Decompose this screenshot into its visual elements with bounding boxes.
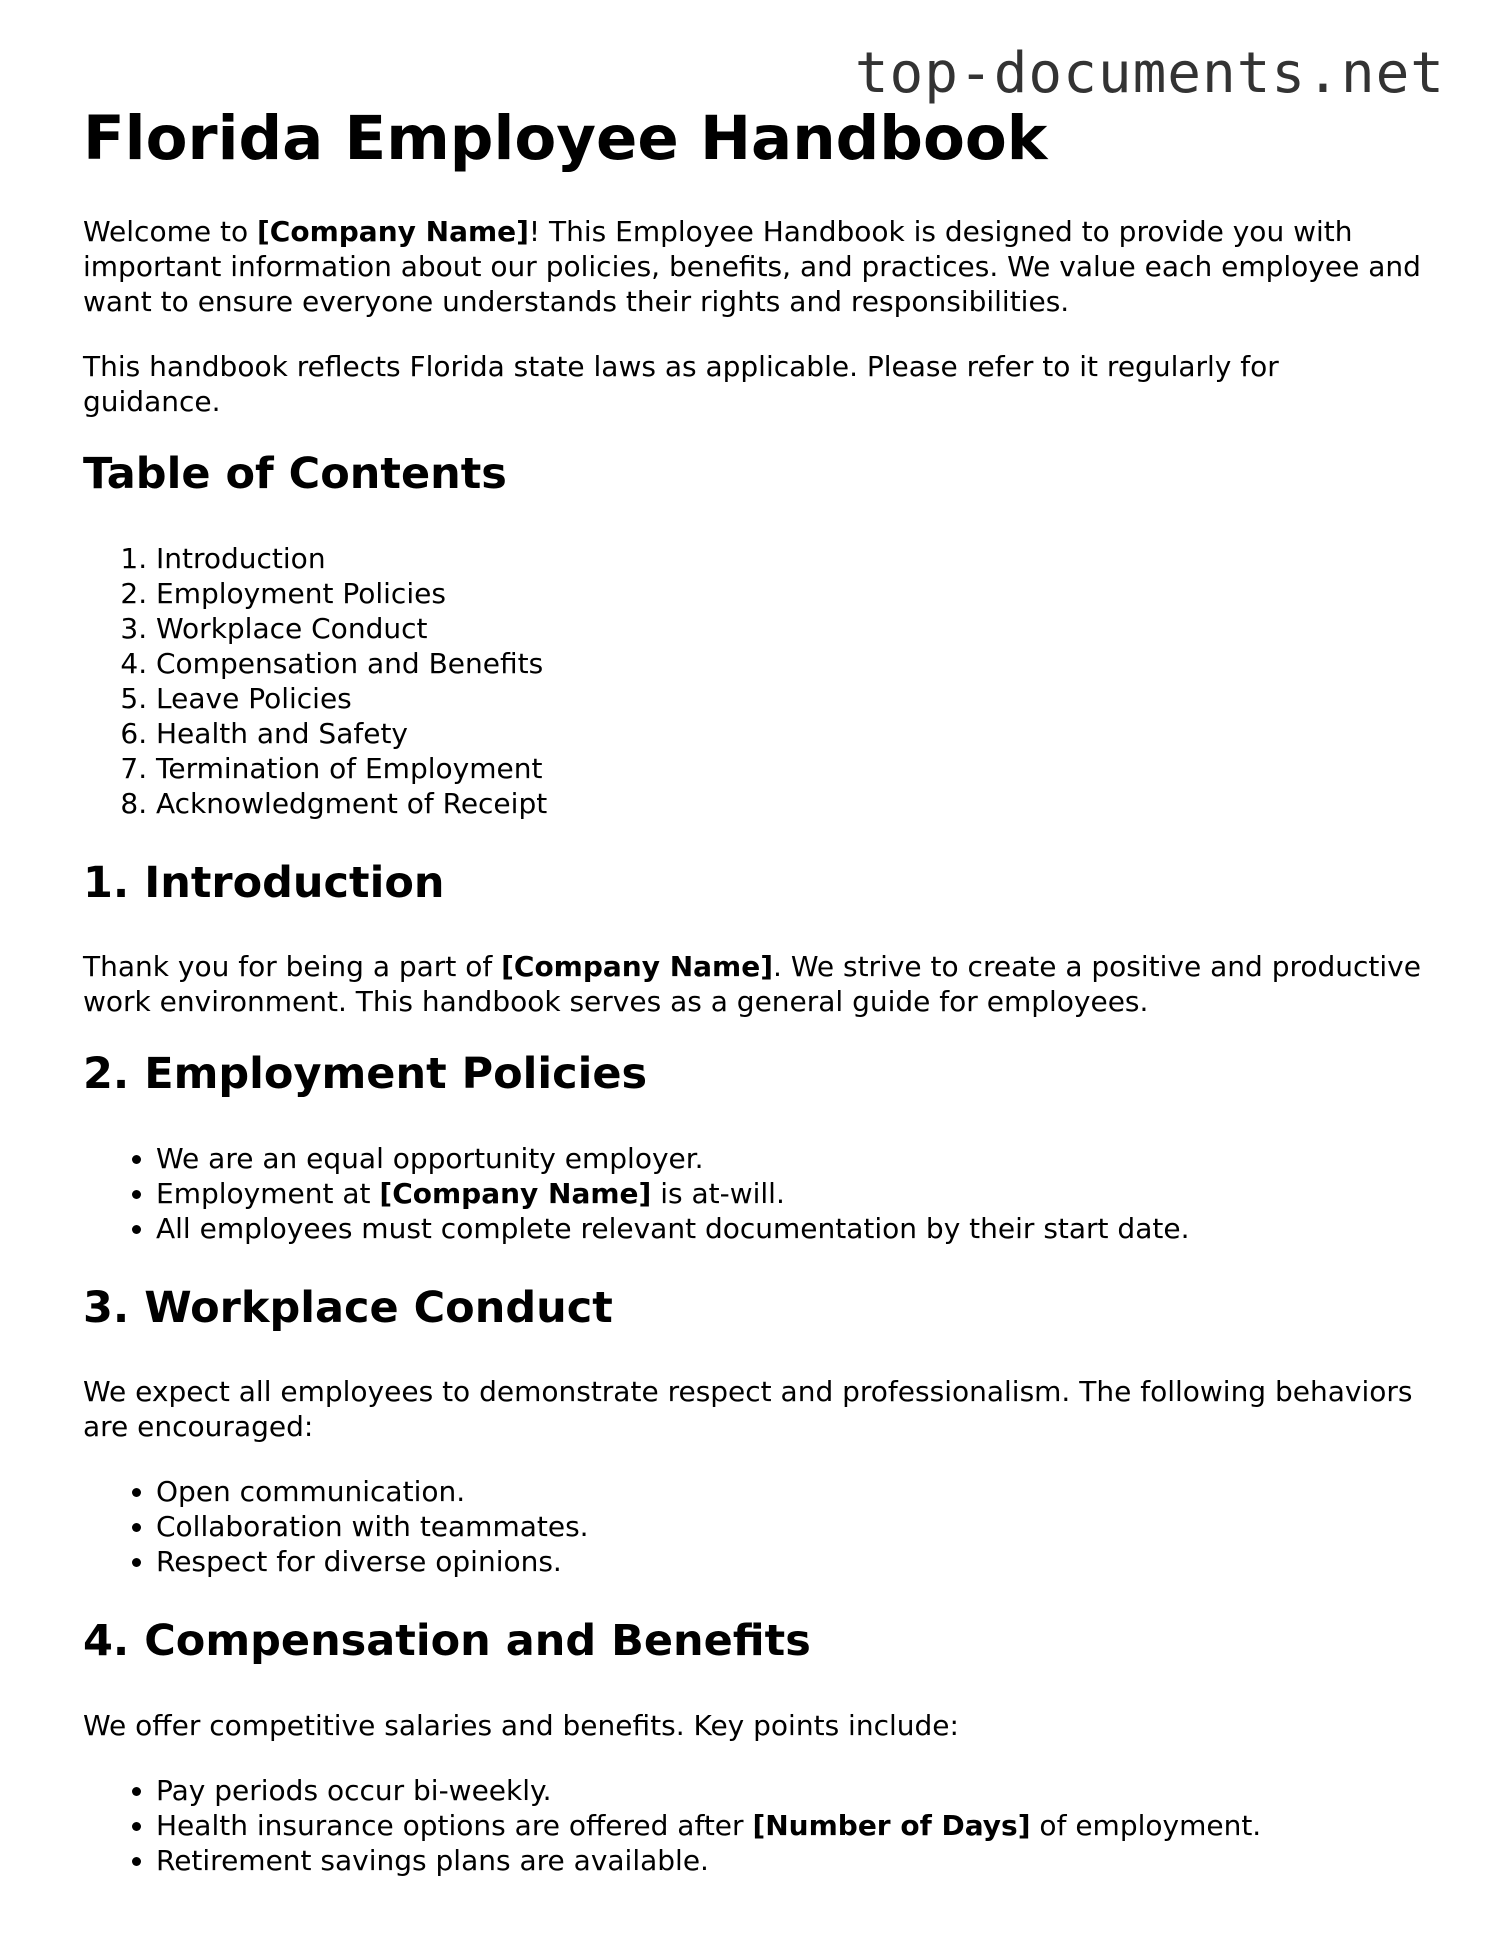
document-content (83, 214, 1423, 1915)
at-will-text-start: Employment at (156, 1176, 380, 1210)
toc-item: 4. Compensation and Benefits (156, 646, 1423, 681)
list-item: • Open communication. (156, 1474, 1423, 1509)
health-insurance-text-start: Health insurance options are offered after (156, 1808, 753, 1842)
welcome-text-rest: ! This Employee Handbook is designed to provide you with important information about our policies, benefits, and practices. We value each employee and want to ensure everyone understands their rights and responsibilities. (83, 215, 1421, 318)
employment-policies-list (83, 1141, 1423, 1246)
compensation-list (83, 1773, 1423, 1878)
list-item (156, 1176, 1423, 1211)
health-insurance-text-rest: of employment. (1030, 1808, 1262, 1842)
company-name-placeholder: [Company Name] (257, 215, 529, 248)
introduction-text-start: Thank you for being a part of (83, 950, 502, 984)
welcome-paragraph (83, 214, 1423, 319)
document-title: Florida Employee Handbook (83, 103, 1048, 174)
list-item: • Respect for diverse opinions. (156, 1544, 1423, 1579)
toc-item: 8. Acknowledgment of Receipt (156, 786, 1423, 821)
list-item: • Pay periods occur bi-weekly. (156, 1773, 1423, 1808)
company-name-placeholder: [Company Name] (379, 1176, 652, 1210)
compensation-paragraph: We offer competitive salaries and benefits. Key points include: (83, 1708, 959, 1742)
toc-item: 3. Workplace Conduct (156, 611, 1423, 646)
toc-item: 2. Employment Policies (156, 576, 1423, 611)
toc-heading: Table of Contents (83, 449, 507, 499)
list-item: • Retirement savings plans are available. (156, 1843, 1423, 1878)
list-item (156, 1808, 1423, 1843)
company-name-placeholder: [Company Name] (501, 950, 774, 984)
watermark: top-documents.net (854, 41, 1445, 106)
toc-item: 6. Health and Safety (156, 716, 1423, 751)
section-employment-policies-heading: 2. Employment Policies (83, 1049, 648, 1100)
number-of-days-placeholder: [Number of Days] (752, 1808, 1031, 1842)
toc-item: 5. Leave Policies (156, 681, 1423, 716)
introduction-text-rest: . We strive to create a positive and productive work environment. This handbook serves as a general guide for employees. (83, 950, 1421, 1019)
florida-law-paragraph: This handbook reflects Florida state laws as applicable. Please refer to it regularly for guidance. (83, 350, 1279, 418)
list-item: • Collaboration with teammates. (156, 1509, 1423, 1544)
at-will-text-rest: is at-will. (651, 1176, 785, 1210)
toc-item: 1. Introduction (156, 541, 1423, 576)
workplace-conduct-list (83, 1474, 1423, 1579)
introduction-paragraph (83, 949, 1423, 1019)
toc-list (83, 541, 1423, 821)
toc-item: 7. Termination of Employment (156, 751, 1423, 786)
list-item: • All employees must complete relevant documentation by their start date. (156, 1211, 1423, 1246)
list-item: • We are an equal opportunity employer. (156, 1141, 1423, 1176)
welcome-text-start: Welcome to (83, 215, 257, 248)
section-introduction-heading: 1. Introduction (83, 857, 445, 908)
section-workplace-conduct-heading: 3. Workplace Conduct (83, 1282, 613, 1333)
section-compensation-heading: 4. Compensation and Benefits (83, 1616, 811, 1667)
workplace-conduct-paragraph: We expect all employees to demonstrate respect and professionalism. The following behaviors are encouraged: (83, 1375, 1413, 1444)
